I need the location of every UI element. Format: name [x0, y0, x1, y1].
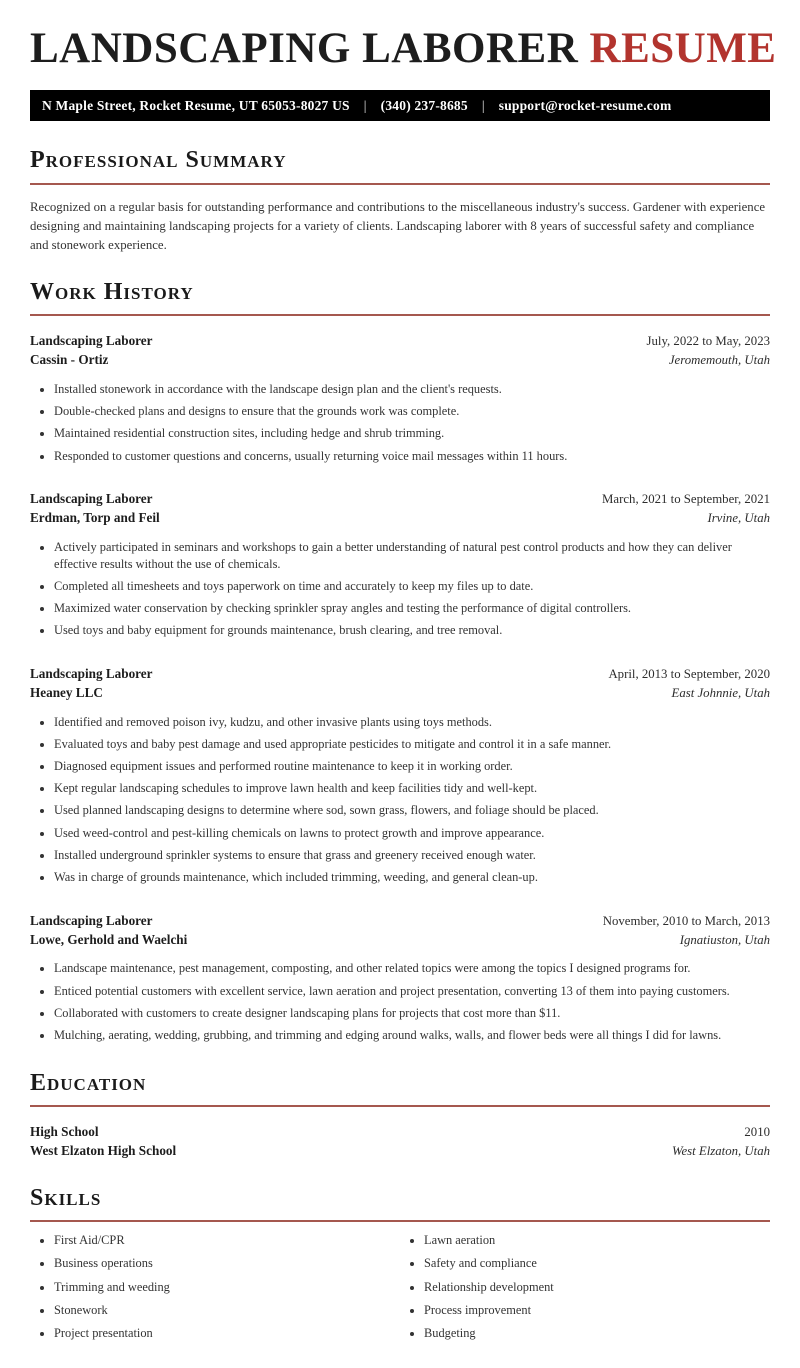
education-entries — [30, 1123, 770, 1160]
work-entry — [30, 665, 770, 886]
education-degree-row — [30, 1123, 770, 1142]
job-dates: March, 2021 to September, 2021 — [602, 492, 770, 507]
job-location: East Johnnie, Utah — [671, 685, 770, 700]
school-name: West Elzaton High School — [30, 1142, 177, 1158]
job-location: Ignatiuston, Utah — [679, 932, 770, 947]
company-name: Lowe, Gerhold and Waelchi — [30, 931, 188, 947]
job-bullet: • Maintained residential construction sites, including hedge and shrub trimming. — [54, 425, 770, 442]
skills-column-right — [400, 1232, 770, 1348]
work-entries — [30, 332, 770, 1043]
summary-text: Recognized on a regular basis for outstanding performance and contributions to the miscellaneous industry's success. Gardener with experience designing and maintaining landscaping projects for a variety of clients. Landscaping laborer with 8 years of successful safety and compliance and stonework experience. — [30, 199, 766, 252]
work-entry — [30, 490, 770, 639]
skill-item: • Relationship development — [424, 1279, 770, 1296]
contact-address: N Maple Street, Rocket Resume, UT 65053-8027 US — [42, 97, 350, 113]
page-title — [30, 25, 777, 72]
job-bullet: • Used toys and baby equipment for grounds maintenance, brush clearing, and tree removal. — [54, 622, 770, 639]
skill-item: • First Aid/CPR — [54, 1232, 400, 1249]
work-entry-title-row — [30, 490, 770, 509]
contact-separator: | — [363, 97, 367, 113]
work-history-section — [30, 279, 770, 1044]
skill-item: • Project presentation — [54, 1325, 400, 1342]
job-bullet: • Used weed-control and pest-killing chemicals on lawns to protect growth and improve appearance. — [54, 825, 770, 842]
job-bullet: • Was in charge of grounds maintenance, which included trimming, weeding, and general clean-up. — [54, 869, 770, 886]
skill-item: • Process improvement — [424, 1302, 770, 1319]
summary-section — [30, 147, 770, 255]
page-title-accent: RESUME — [589, 25, 777, 72]
job-bullet-list — [30, 714, 770, 886]
job-title: Landscaping Laborer — [30, 666, 153, 682]
job-bullet: • Mulching, aerating, wedding, grubbing, and trimming and edging around walks, walls, and flower beds were all things I did for lawns. — [54, 1027, 770, 1044]
job-bullet-list — [30, 960, 770, 1043]
job-title: Landscaping Laborer — [30, 333, 153, 349]
company-name: Erdman, Torp and Feil — [30, 510, 160, 526]
work-entry-title-row — [30, 912, 770, 931]
contact-bar — [30, 90, 770, 121]
work-entry-title-row — [30, 665, 770, 684]
education-entry — [30, 1123, 770, 1160]
education-heading: Education — [30, 1070, 770, 1107]
degree-name: High School — [30, 1124, 99, 1140]
job-bullet: • Installed stonework in accordance with the landscape design plan and the client's requests. — [54, 381, 770, 398]
job-bullet: • Enticed potential customers with excellent service, lawn aeration and project presentation, converting 13 of them into paying customers. — [54, 983, 770, 1000]
job-bullet: • Identified and removed poison ivy, kudzu, and other invasive plants using toys methods. — [54, 714, 770, 731]
school-location: West Elzaton, Utah — [672, 1143, 770, 1158]
skills-heading: Skills — [30, 1185, 770, 1222]
job-bullet: • Diagnosed equipment issues and performed routine maintenance to keep it in working order. — [54, 758, 770, 775]
job-title: Landscaping Laborer — [30, 491, 153, 507]
job-bullet: • Evaluated toys and baby pest damage and used appropriate pesticides to mitigate and control it in a safe manner. — [54, 736, 770, 753]
job-bullet-list — [30, 381, 770, 464]
job-dates: July, 2022 to May, 2023 — [646, 334, 770, 349]
company-name: Cassin - Ortiz — [30, 352, 109, 368]
summary-heading: Professional Summary — [30, 147, 770, 184]
work-entry-company-row — [30, 351, 770, 370]
skill-item: • Lawn aeration — [424, 1232, 770, 1249]
job-bullet: • Maximized water conservation by checking sprinkler spray angles and testing the performance of digital controllers. — [54, 600, 770, 617]
education-section — [30, 1070, 770, 1161]
job-location: Irvine, Utah — [707, 511, 770, 526]
skills-columns — [30, 1232, 770, 1348]
education-school-row — [30, 1142, 770, 1161]
skills-column-left — [30, 1232, 400, 1348]
job-location: Jeromemouth, Utah — [668, 353, 770, 368]
job-bullet: • Kept regular landscaping schedules to improve lawn health and keep facilities tidy and well-kept. — [54, 780, 770, 797]
contact-separator: | — [481, 97, 485, 113]
work-entry-title-row — [30, 332, 770, 351]
skill-item: • Stonework — [54, 1302, 400, 1319]
job-title: Landscaping Laborer — [30, 912, 153, 928]
job-bullet-list — [30, 539, 770, 639]
contact-email: support@rocket-resume.com — [498, 97, 672, 113]
contact-phone: (340) 237-8685 — [380, 97, 468, 113]
work-entry — [30, 912, 770, 1044]
job-dates: November, 2010 to March, 2013 — [602, 913, 770, 928]
job-dates: April, 2013 to September, 2020 — [608, 667, 770, 682]
skill-item: • Trimming and weeding — [54, 1279, 400, 1296]
skill-item: • Budgeting — [424, 1325, 770, 1342]
job-bullet: • Responded to customer questions and concerns, usually returning voice mail messages within 11 hours. — [54, 448, 770, 465]
work-history-heading: Work History — [30, 279, 770, 316]
job-bullet: • Double-checked plans and designs to ensure that the grounds work was complete. — [54, 403, 770, 420]
job-bullet: • Completed all timesheets and toys paperwork on time and accurately to keep my files up to date. — [54, 578, 770, 595]
graduation-year: 2010 — [744, 1125, 770, 1140]
job-bullet: • Landscape maintenance, pest management, composting, and other related topics were among the topics I designed programs for. — [54, 960, 770, 977]
job-bullet: • Used planned landscaping designs to determine where sod, sown grass, flowers, and foliage should be placed. — [54, 802, 770, 819]
work-entry — [30, 332, 770, 464]
job-bullet: • Collaborated with customers to create designer landscaping plans for projects that cost more than $11. — [54, 1005, 770, 1022]
job-bullet: • Actively participated in seminars and workshops to gain a better understanding of natural pest control products and how they can deliver effective results without the use of chemicals. — [54, 539, 770, 572]
page-title-main: LANDSCAPING LABORER — [30, 25, 590, 72]
skills-section — [30, 1185, 770, 1349]
skill-item: • Business operations — [54, 1255, 400, 1272]
job-bullet: • Installed underground sprinkler systems to ensure that grass and greenery received enough water. — [54, 847, 770, 864]
skill-item: • Safety and compliance — [424, 1255, 770, 1272]
company-name: Heaney LLC — [30, 684, 103, 700]
work-entry-company-row — [30, 684, 770, 703]
work-entry-company-row — [30, 509, 770, 528]
work-entry-company-row — [30, 931, 770, 950]
